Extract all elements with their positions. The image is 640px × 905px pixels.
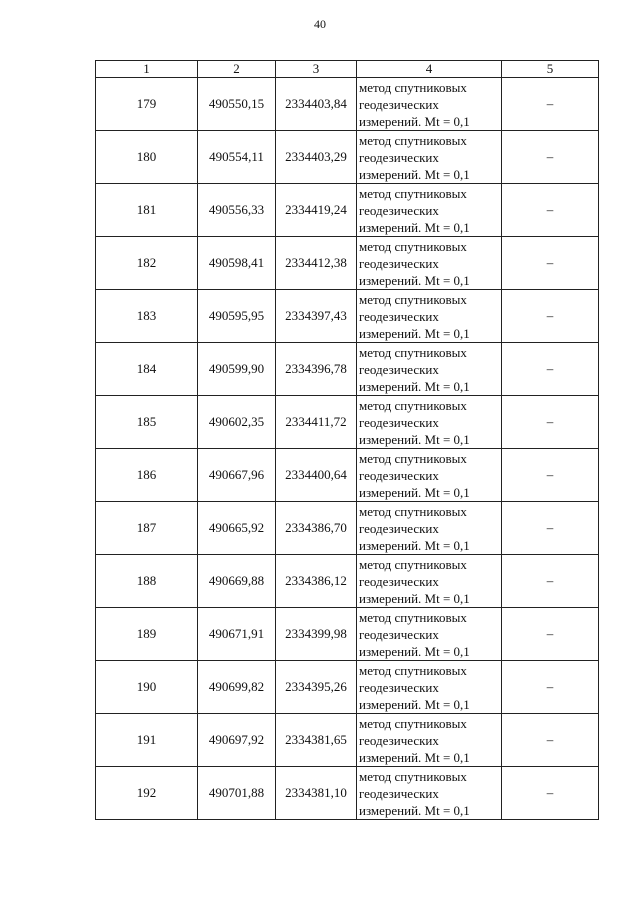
column-5-cell: – bbox=[502, 396, 599, 449]
method-line-1: метод спутниковых bbox=[359, 715, 467, 731]
x-coordinate-cell: 490554,11 bbox=[198, 131, 276, 184]
method-cell bbox=[357, 78, 502, 131]
method-line-2: геодезических bbox=[359, 202, 439, 218]
point-number-cell: 188 bbox=[96, 555, 198, 608]
coordinates-table bbox=[95, 60, 599, 820]
column-5-cell: – bbox=[502, 449, 599, 502]
method-line-2: геодезических bbox=[359, 785, 439, 801]
table-row bbox=[96, 343, 599, 396]
method-cell bbox=[357, 184, 502, 237]
point-number-cell: 184 bbox=[96, 343, 198, 396]
method-line-3: измерений. Mt = 0,1 bbox=[359, 643, 470, 659]
method-line-3: измерений. Mt = 0,1 bbox=[359, 166, 470, 182]
method-cell bbox=[357, 502, 502, 555]
method-cell bbox=[357, 237, 502, 290]
method-line-1: метод спутниковых bbox=[359, 556, 467, 572]
point-number-cell: 189 bbox=[96, 608, 198, 661]
method-line-2: геодезических bbox=[359, 149, 439, 165]
table-row bbox=[96, 78, 599, 131]
point-number-cell: 179 bbox=[96, 78, 198, 131]
point-number-cell: 192 bbox=[96, 767, 198, 820]
method-line-1: метод спутниковых bbox=[359, 609, 467, 625]
column-5-cell: – bbox=[502, 78, 599, 131]
method-cell bbox=[357, 290, 502, 343]
method-cell bbox=[357, 449, 502, 502]
x-coordinate-cell: 490550,15 bbox=[198, 78, 276, 131]
page-number: 40 bbox=[314, 17, 326, 31]
y-coordinate-cell: 2334419,24 bbox=[276, 184, 357, 237]
method-line-1: метод спутниковых bbox=[359, 132, 467, 148]
table-row bbox=[96, 290, 599, 343]
y-coordinate-cell: 2334412,38 bbox=[276, 237, 357, 290]
y-coordinate-cell: 2334403,84 bbox=[276, 78, 357, 131]
header-col-3: 3 bbox=[276, 61, 357, 78]
method-line-2: геодезических bbox=[359, 96, 439, 112]
column-5-cell: – bbox=[502, 131, 599, 184]
method-line-2: геодезических bbox=[359, 573, 439, 589]
y-coordinate-cell: 2334386,12 bbox=[276, 555, 357, 608]
method-cell bbox=[357, 343, 502, 396]
column-5-cell: – bbox=[502, 502, 599, 555]
point-number-cell: 186 bbox=[96, 449, 198, 502]
x-coordinate-cell: 490556,33 bbox=[198, 184, 276, 237]
column-5-cell: – bbox=[502, 608, 599, 661]
point-number-cell: 181 bbox=[96, 184, 198, 237]
point-number-cell: 190 bbox=[96, 661, 198, 714]
column-5-cell: – bbox=[502, 343, 599, 396]
point-number-cell: 187 bbox=[96, 502, 198, 555]
table-row bbox=[96, 555, 599, 608]
table-row bbox=[96, 237, 599, 290]
y-coordinate-cell: 2334399,98 bbox=[276, 608, 357, 661]
y-coordinate-cell: 2334386,70 bbox=[276, 502, 357, 555]
header-col-2: 2 bbox=[198, 61, 276, 78]
table-row bbox=[96, 396, 599, 449]
method-line-3: измерений. Mt = 0,1 bbox=[359, 590, 470, 606]
table-body bbox=[96, 78, 599, 820]
method-line-2: геодезических bbox=[359, 467, 439, 483]
table-row bbox=[96, 608, 599, 661]
method-line-2: геодезических bbox=[359, 308, 439, 324]
x-coordinate-cell: 490697,92 bbox=[198, 714, 276, 767]
column-5-cell: – bbox=[502, 714, 599, 767]
method-line-1: метод спутниковых bbox=[359, 79, 467, 95]
method-line-3: измерений. Mt = 0,1 bbox=[359, 802, 470, 818]
point-number-cell: 185 bbox=[96, 396, 198, 449]
point-number-cell: 180 bbox=[96, 131, 198, 184]
column-5-cell: – bbox=[502, 555, 599, 608]
method-line-2: геодезических bbox=[359, 361, 439, 377]
method-cell bbox=[357, 396, 502, 449]
method-line-2: геодезических bbox=[359, 414, 439, 430]
y-coordinate-cell: 2334411,72 bbox=[276, 396, 357, 449]
y-coordinate-cell: 2334381,65 bbox=[276, 714, 357, 767]
y-coordinate-cell: 2334395,26 bbox=[276, 661, 357, 714]
x-coordinate-cell: 490665,92 bbox=[198, 502, 276, 555]
method-line-2: геодезических bbox=[359, 626, 439, 642]
x-coordinate-cell: 490667,96 bbox=[198, 449, 276, 502]
method-line-3: измерений. Mt = 0,1 bbox=[359, 537, 470, 553]
method-line-2: геодезических bbox=[359, 732, 439, 748]
method-line-1: метод спутниковых bbox=[359, 768, 467, 784]
y-coordinate-cell: 2334381,10 bbox=[276, 767, 357, 820]
header-col-5: 5 bbox=[502, 61, 599, 78]
method-line-1: метод спутниковых bbox=[359, 185, 467, 201]
method-cell bbox=[357, 661, 502, 714]
column-5-cell: – bbox=[502, 290, 599, 343]
method-line-3: измерений. Mt = 0,1 bbox=[359, 749, 470, 765]
header-col-1: 1 bbox=[96, 61, 198, 78]
method-line-3: измерений. Mt = 0,1 bbox=[359, 113, 470, 129]
method-line-1: метод спутниковых bbox=[359, 662, 467, 678]
y-coordinate-cell: 2334400,64 bbox=[276, 449, 357, 502]
x-coordinate-cell: 490671,91 bbox=[198, 608, 276, 661]
method-line-3: измерений. Mt = 0,1 bbox=[359, 484, 470, 500]
table-row bbox=[96, 131, 599, 184]
x-coordinate-cell: 490699,82 bbox=[198, 661, 276, 714]
point-number-cell: 191 bbox=[96, 714, 198, 767]
method-cell bbox=[357, 714, 502, 767]
method-cell bbox=[357, 131, 502, 184]
table-row bbox=[96, 661, 599, 714]
method-line-2: геодезических bbox=[359, 255, 439, 271]
method-line-1: метод спутниковых bbox=[359, 450, 467, 466]
y-coordinate-cell: 2334396,78 bbox=[276, 343, 357, 396]
method-cell bbox=[357, 767, 502, 820]
method-line-3: измерений. Mt = 0,1 bbox=[359, 378, 470, 394]
table-header-row bbox=[96, 61, 599, 78]
method-line-3: измерений. Mt = 0,1 bbox=[359, 431, 470, 447]
method-line-3: измерений. Mt = 0,1 bbox=[359, 696, 470, 712]
method-line-1: метод спутниковых bbox=[359, 503, 467, 519]
method-line-1: метод спутниковых bbox=[359, 291, 467, 307]
y-coordinate-cell: 2334403,29 bbox=[276, 131, 357, 184]
y-coordinate-cell: 2334397,43 bbox=[276, 290, 357, 343]
method-line-2: геодезических bbox=[359, 520, 439, 536]
column-5-cell: – bbox=[502, 184, 599, 237]
column-5-cell: – bbox=[502, 767, 599, 820]
x-coordinate-cell: 490602,35 bbox=[198, 396, 276, 449]
table-row bbox=[96, 767, 599, 820]
table-row bbox=[96, 502, 599, 555]
method-cell bbox=[357, 555, 502, 608]
x-coordinate-cell: 490669,88 bbox=[198, 555, 276, 608]
table-row bbox=[96, 449, 599, 502]
method-line-2: геодезических bbox=[359, 679, 439, 695]
method-line-3: измерений. Mt = 0,1 bbox=[359, 272, 470, 288]
x-coordinate-cell: 490599,90 bbox=[198, 343, 276, 396]
method-line-3: измерений. Mt = 0,1 bbox=[359, 325, 470, 341]
method-line-1: метод спутниковых bbox=[359, 344, 467, 360]
x-coordinate-cell: 490598,41 bbox=[198, 237, 276, 290]
method-line-3: измерений. Mt = 0,1 bbox=[359, 219, 470, 235]
x-coordinate-cell: 490701,88 bbox=[198, 767, 276, 820]
column-5-cell: – bbox=[502, 661, 599, 714]
table-row bbox=[96, 184, 599, 237]
x-coordinate-cell: 490595,95 bbox=[198, 290, 276, 343]
column-5-cell: – bbox=[502, 237, 599, 290]
point-number-cell: 182 bbox=[96, 237, 198, 290]
method-line-1: метод спутниковых bbox=[359, 238, 467, 254]
header-col-4: 4 bbox=[357, 61, 502, 78]
method-line-1: метод спутниковых bbox=[359, 397, 467, 413]
method-cell bbox=[357, 608, 502, 661]
point-number-cell: 183 bbox=[96, 290, 198, 343]
table-row bbox=[96, 714, 599, 767]
